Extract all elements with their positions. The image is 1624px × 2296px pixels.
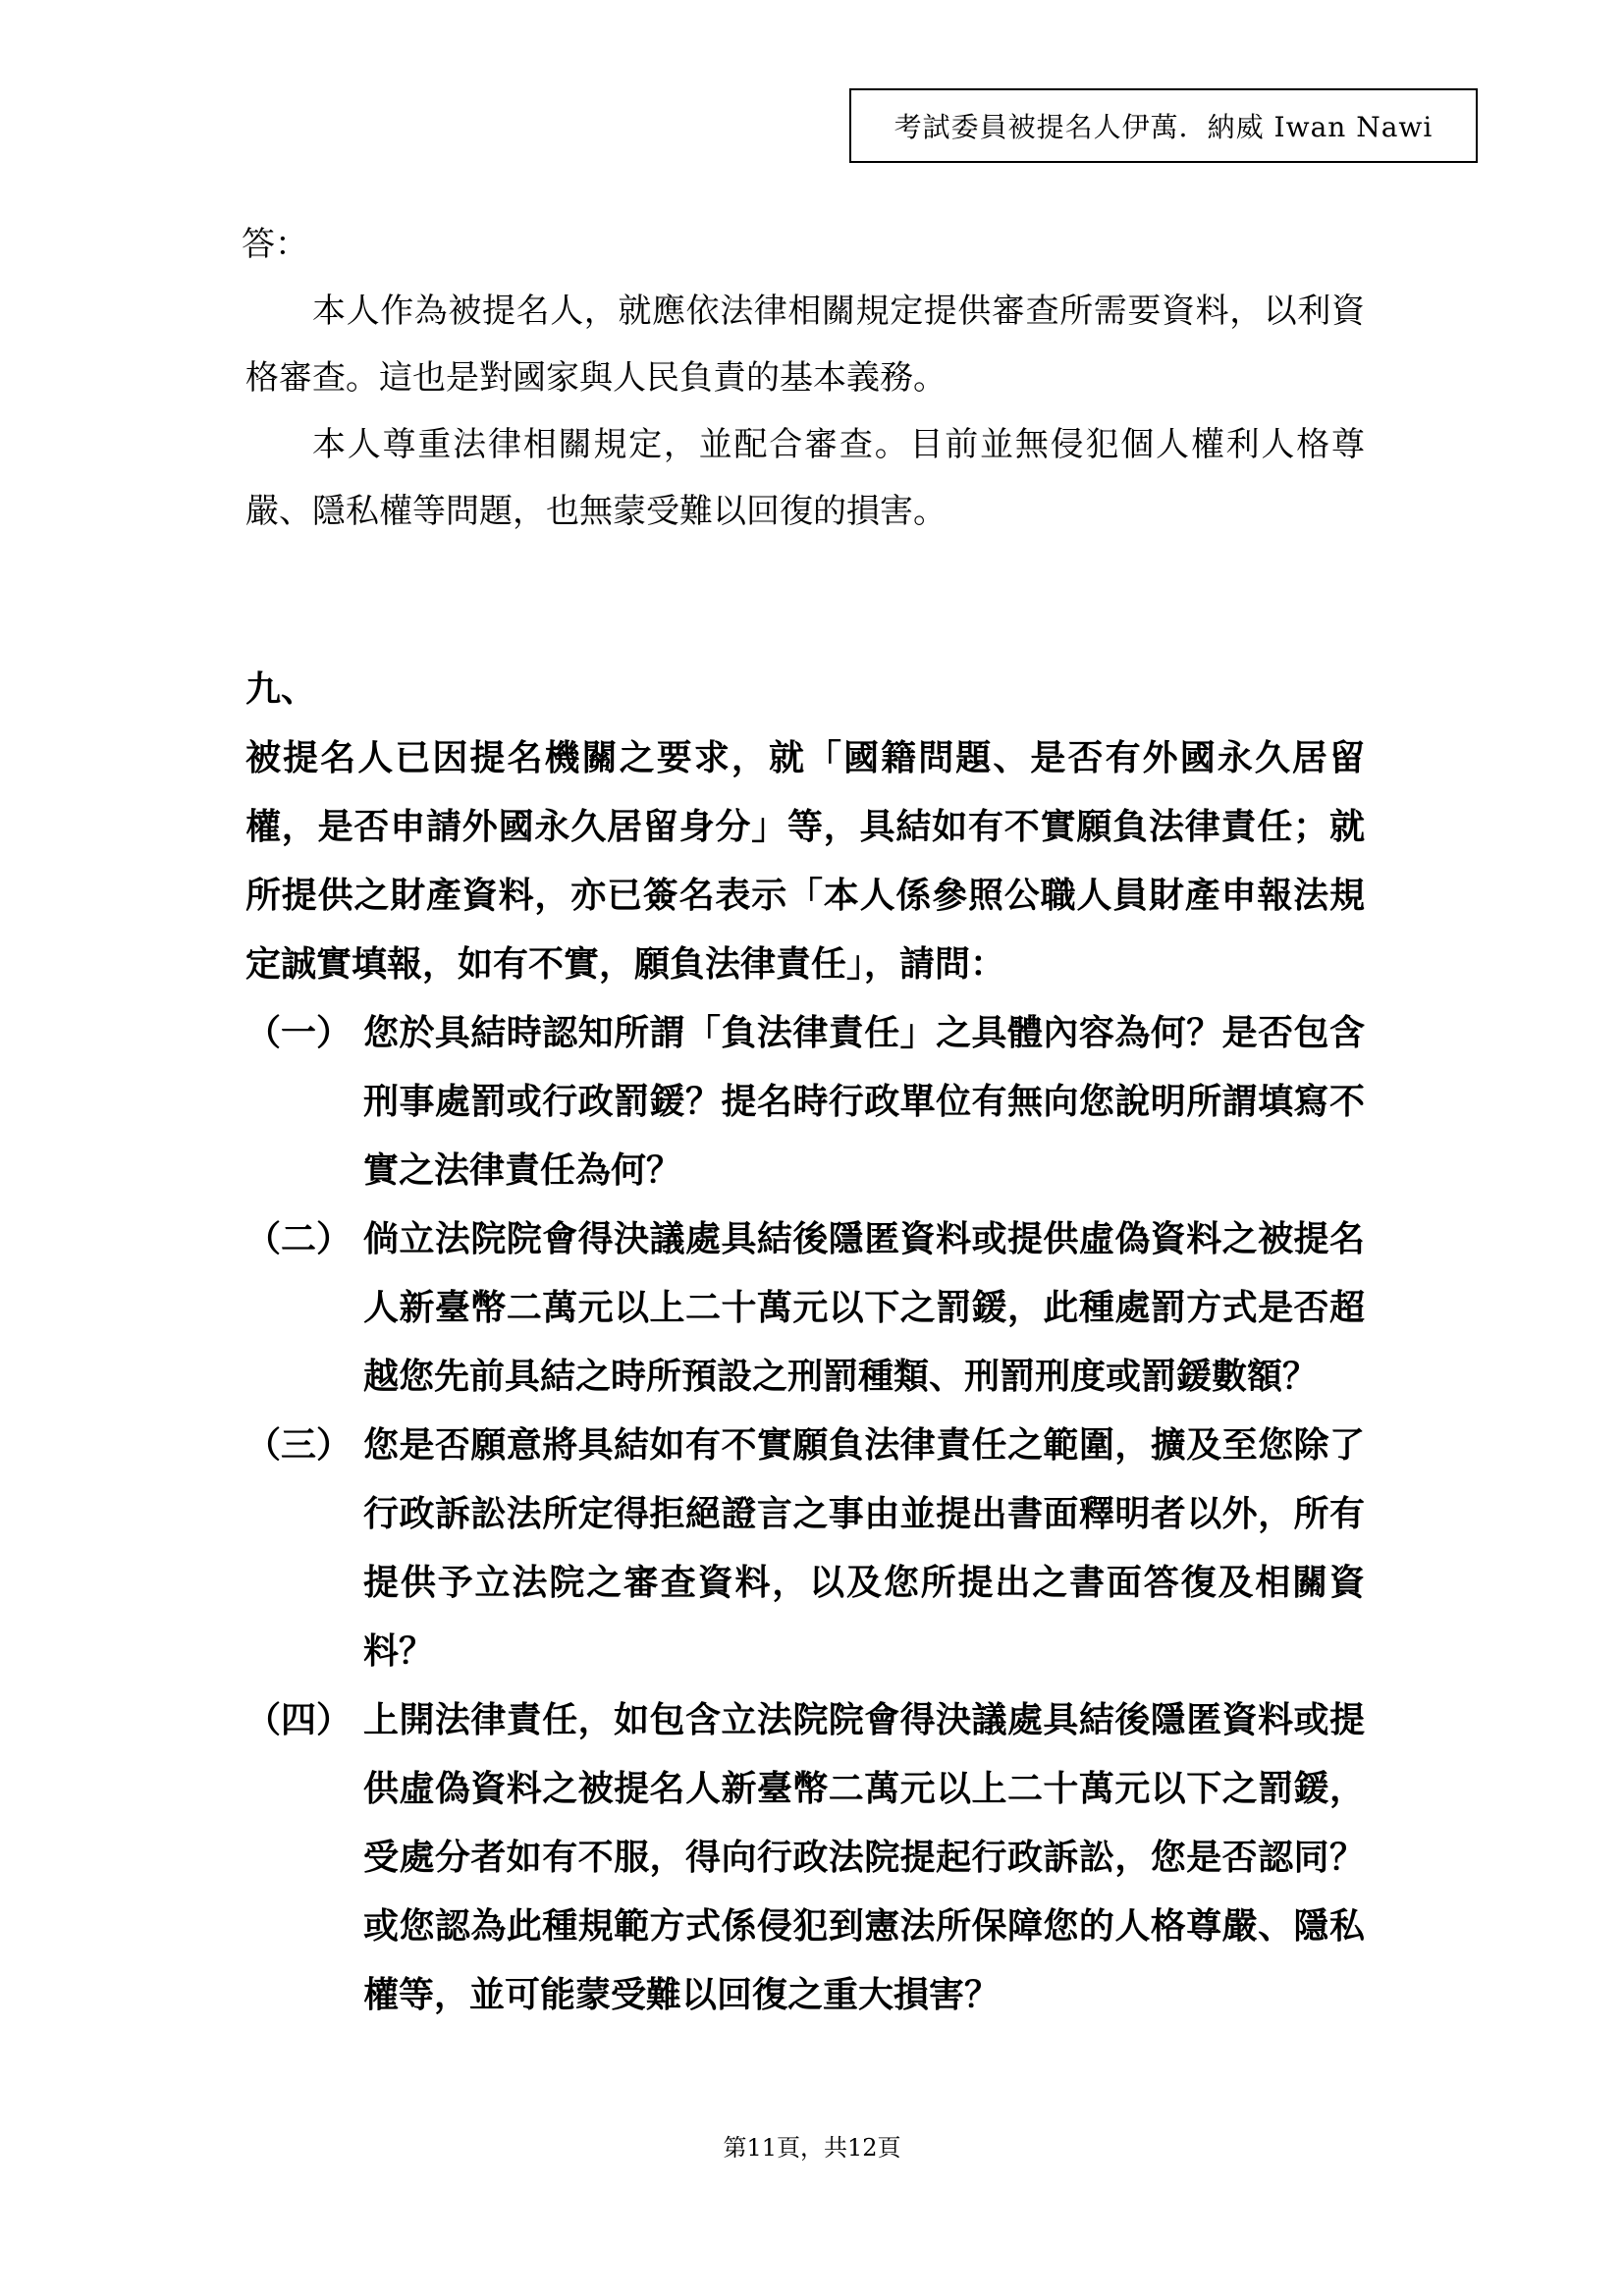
section-gap [245,545,1365,655]
page-footer [0,2128,1624,2163]
question-item [245,1685,1365,2029]
question-number: 九、 [245,668,317,710]
question-item [245,1204,1365,1411]
document-header [849,88,1478,163]
header-title: 考試委員被提名人伊萬．納威 Iwan Nawi [893,111,1434,143]
question-intro: 被提名人已因提名機關之要求，就「國籍問題、是否有外國永久居留權，是否申請外國永久居留身分」等，具結如有不實願負法律責任；就所提供之財產資料，亦已簽名表示「本人係參照公職人員財產申報法規定誠實填報，如有不實，願負法律責任」，請問： [245,737,1365,985]
question-item-marker: （一） [245,1012,352,1053]
question-item [245,1411,1365,1685]
question-item-text: 倘立法院院會得決議處具結後隱匿資料或提供虛偽資料之被提名人新臺幣二萬元以上二十萬元以下之罰鍰，此種處罰方式是否超越您先前具結之時所預設之刑罰種類、刑罰刑度或罰鍰數額？ [363,1218,1365,1397]
question-item-text: 您於具結時認知所謂「負法律責任」之具體內容為何？是否包含刑事處罰或行政罰鍰？提名時行政單位有無向您說明所謂填寫不實之法律責任為何？ [363,1012,1365,1191]
answer-paragraph: 本人尊重法律相關規定，並配合審查。目前並無侵犯個人權利人格尊嚴、隱私權等問題，也無蒙受難以回復的損害。 [245,425,1365,531]
page-content [242,211,1365,2029]
question-item [245,998,1365,1204]
question-item-text: 上開法律責任，如包含立法院院會得決議處具結後隱匿資料或提供虛偽資料之被提名人新臺幣二萬元以上二十萬元以下之罰鍰，受處分者如有不服，得向行政法院提起行政訴訟，您是否認同？或您認為此種規範方式係侵犯到憲法所保障您的人格尊嚴、隱私權等，並可能蒙受難以回復之重大損害？ [363,1699,1365,2015]
question-item-marker: （二） [245,1218,352,1259]
page-number: 第11頁，共12頁 [723,2134,901,2162]
question-items [245,998,1365,2029]
answer-paragraph: 本人作為被提名人，就應依法律相關規定提供審查所需要資料，以利資格審查。這也是對國家與人民負責的基本義務。 [245,292,1365,398]
question-item-text: 您是否願意將具結如有不實願負法律責任之範圍，擴及至您除了行政訴訟法所定得拒絕證言之事由並提出書面釋明者以外，所有提供予立法院之審查資料，以及您所提出之書面答復及相關資料？ [363,1424,1365,1672]
question-item-marker: （三） [245,1424,352,1466]
question-item-marker: （四） [245,1699,352,1740]
answer-label: 答： [242,225,308,264]
